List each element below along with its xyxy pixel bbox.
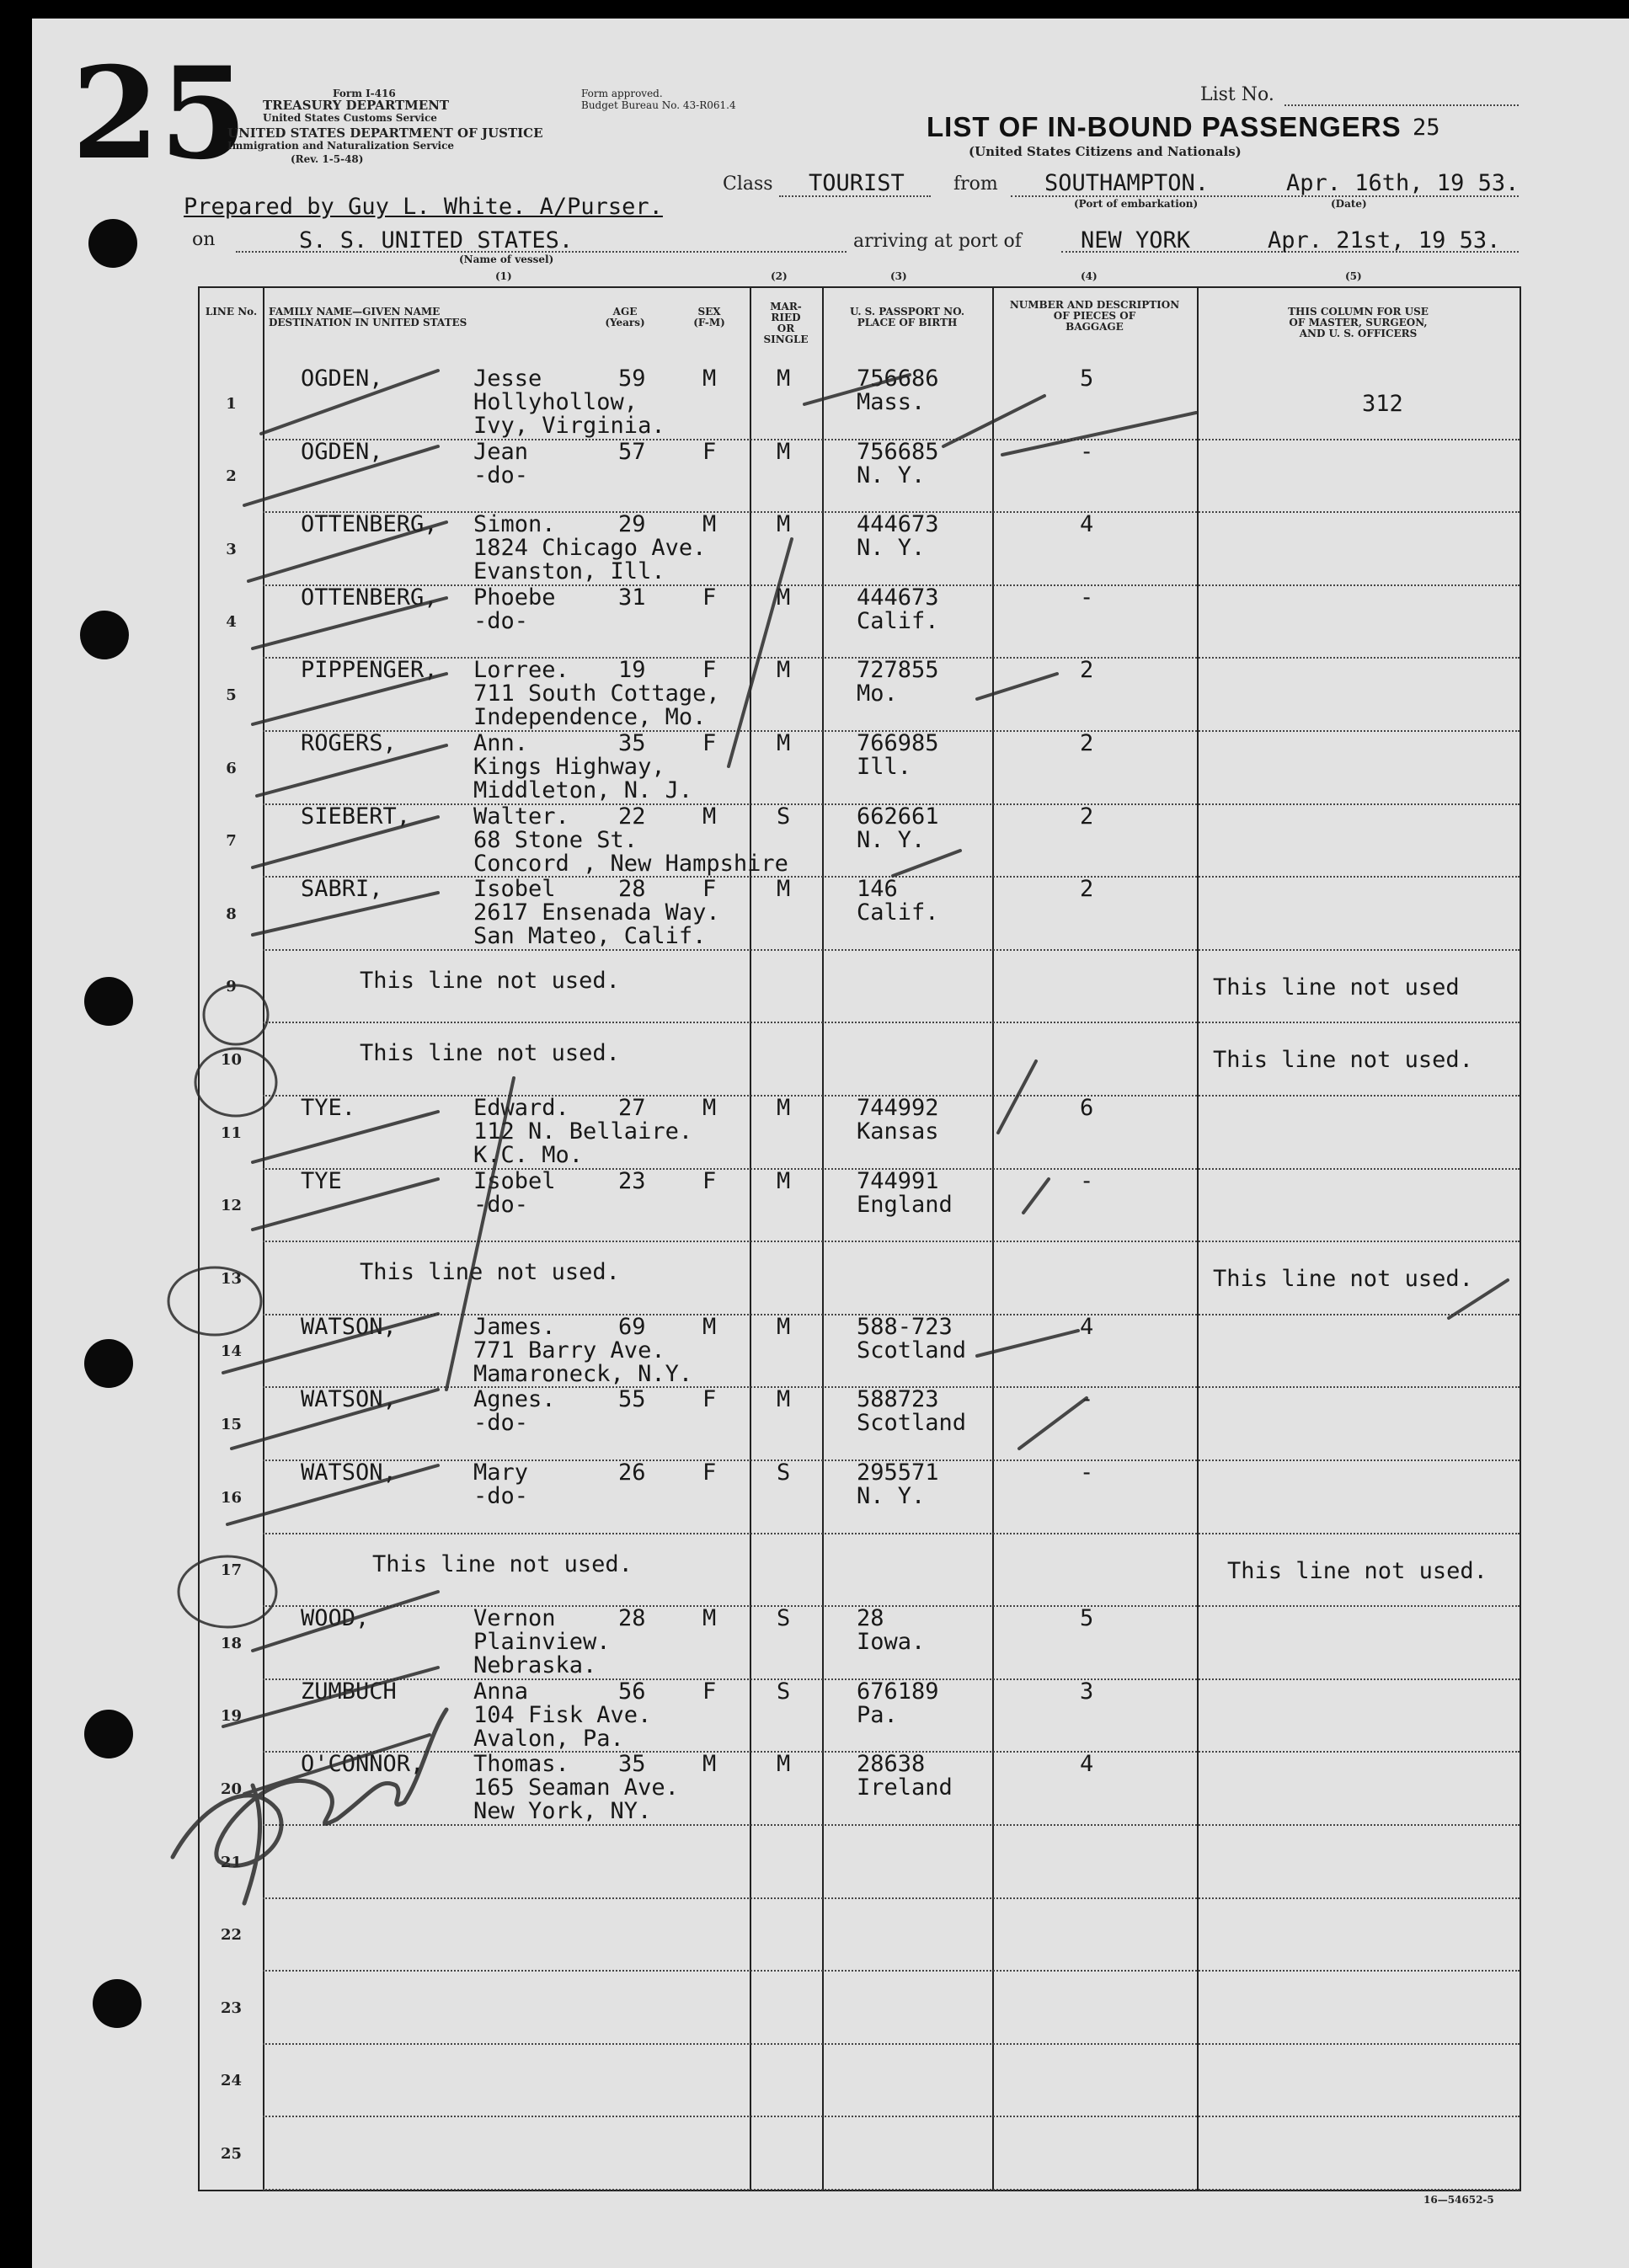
age: 19 bbox=[618, 657, 646, 684]
line-number: 12 bbox=[220, 1197, 243, 1215]
age: 59 bbox=[618, 366, 646, 392]
age: 27 bbox=[618, 1095, 646, 1121]
page-number-stamp: 25 bbox=[72, 40, 248, 188]
not-used-note: This line not used. bbox=[372, 1550, 633, 1577]
baggage-count: - bbox=[1080, 1167, 1094, 1194]
sex: F bbox=[702, 584, 717, 611]
family-name: WATSON, bbox=[301, 1313, 397, 1340]
line-number: 14 bbox=[220, 1342, 243, 1361]
line-number: 9 bbox=[226, 978, 237, 996]
column-number: (1) bbox=[495, 270, 512, 282]
line-number: 10 bbox=[220, 1051, 243, 1069]
age: 23 bbox=[618, 1167, 646, 1194]
justice-dept: UNITED STATES DEPARTMENT OF JUSTICE bbox=[227, 125, 543, 141]
destination-address: New York, NY. bbox=[473, 1798, 652, 1825]
header-married: MAR- RIED OR SINGLE bbox=[763, 301, 809, 345]
family-name: O'CONNOR, bbox=[301, 1751, 425, 1778]
given-name: Edward. bbox=[473, 1095, 569, 1121]
sex: F bbox=[702, 1167, 717, 1194]
header-sex: SEX (F-M) bbox=[693, 306, 725, 328]
list-no-label: List No. bbox=[1200, 84, 1274, 105]
officer-note: This line not used. bbox=[1213, 1266, 1473, 1293]
destination-address: Middleton, N. J. bbox=[473, 777, 693, 803]
family-name: WATSON, bbox=[301, 1386, 397, 1413]
marital-status: S bbox=[777, 1460, 791, 1486]
given-name: Walter. bbox=[473, 803, 569, 830]
marital-status: M bbox=[777, 511, 791, 538]
row-divider bbox=[263, 1824, 1520, 1826]
place-of-birth: Mass. bbox=[857, 389, 926, 415]
place-of-birth: Scotland bbox=[857, 1337, 967, 1363]
header-line-no: LINE No. bbox=[205, 306, 258, 318]
family-name: OGDEN, bbox=[301, 438, 383, 465]
row-divider bbox=[263, 2189, 1520, 2191]
punch-hole-icon bbox=[84, 1710, 133, 1758]
destination-address: Concord , New Hampshire bbox=[473, 850, 788, 877]
destination-address: Hollyhollow, bbox=[473, 389, 638, 415]
header-officers: THIS COLUMN FOR USE OF MASTER, SURGEON, AND U. S. OFFICERS bbox=[1288, 306, 1429, 339]
destination-address: 711 South Cottage, bbox=[473, 680, 720, 707]
baggage-count: - bbox=[1080, 584, 1094, 611]
sex: M bbox=[702, 1313, 717, 1340]
age: 26 bbox=[618, 1460, 646, 1486]
destination-address: K.C. Mo. bbox=[473, 1142, 584, 1168]
row-divider bbox=[263, 1533, 1520, 1534]
marital-status: M bbox=[777, 657, 791, 684]
given-name: Isobel bbox=[473, 1167, 556, 1194]
baggage-count: 2 bbox=[1080, 803, 1094, 830]
footer-code: 16—54652-5 bbox=[1423, 2194, 1494, 2206]
sex: F bbox=[702, 730, 717, 756]
destination-address: 112 N. Bellaire. bbox=[473, 1118, 693, 1145]
age: 57 bbox=[618, 438, 646, 465]
destination-address: San Mateo, Calif. bbox=[473, 923, 707, 950]
line-number: 20 bbox=[220, 1780, 243, 1798]
place-of-birth: Calif. bbox=[857, 607, 939, 634]
marital-status: M bbox=[777, 1313, 791, 1340]
given-name: Jean bbox=[473, 438, 529, 465]
vessel-caption: (Name of vessel) bbox=[459, 253, 554, 265]
row-divider bbox=[263, 1605, 1520, 1607]
sex: M bbox=[702, 1605, 717, 1632]
passport-number: 756686 bbox=[857, 366, 939, 392]
column-number: (4) bbox=[1081, 270, 1098, 282]
destination-address: Kings Highway, bbox=[473, 754, 665, 780]
passport-number: 444673 bbox=[857, 511, 939, 538]
family-name: ROGERS, bbox=[301, 730, 397, 756]
budget-bureau: Budget Bureau No. 43-R061.4 bbox=[581, 99, 736, 111]
line-number: 13 bbox=[220, 1269, 243, 1288]
from-label: from bbox=[953, 173, 998, 195]
baggage-count: 2 bbox=[1080, 876, 1094, 903]
row-divider bbox=[263, 1241, 1520, 1242]
family-name: OTTENBERG, bbox=[301, 511, 438, 538]
sex: M bbox=[702, 1751, 717, 1778]
column-number: (2) bbox=[771, 270, 788, 282]
age: 22 bbox=[618, 803, 646, 830]
port-of-embarkation: SOUTHAMPTON. bbox=[1044, 170, 1210, 196]
line-number: 4 bbox=[226, 613, 237, 632]
baggage-count: 5 bbox=[1080, 1605, 1094, 1632]
vessel-name: S. S. UNITED STATES. bbox=[299, 227, 574, 253]
line-number: 22 bbox=[220, 1926, 243, 1945]
line-number: 7 bbox=[226, 832, 237, 851]
destination-address: Avalon, Pa. bbox=[473, 1725, 624, 1752]
destination-address: Plainview. bbox=[473, 1629, 611, 1656]
punch-hole-icon bbox=[84, 1339, 133, 1388]
list-number: 25 bbox=[1413, 115, 1440, 141]
line-number: 5 bbox=[226, 686, 237, 704]
place-of-birth: Mo. bbox=[857, 680, 898, 707]
passport-number: 756685 bbox=[857, 438, 939, 465]
sex: F bbox=[702, 1460, 717, 1486]
treasury-dept: TREASURY DEPARTMENT bbox=[263, 98, 450, 113]
place-of-birth: N. Y. bbox=[857, 462, 926, 488]
marital-status: S bbox=[777, 1678, 791, 1705]
passport-number: 727855 bbox=[857, 657, 939, 684]
sex: M bbox=[702, 366, 717, 392]
passport-number: 444673 bbox=[857, 584, 939, 611]
line-number: 21 bbox=[220, 1853, 243, 1871]
baggage-count: 5 bbox=[1080, 366, 1094, 392]
destination-address: -do- bbox=[473, 1191, 529, 1218]
family-name: SIEBERT, bbox=[301, 803, 411, 830]
passport-number: 588723 bbox=[857, 1386, 939, 1413]
baggage-count: 2 bbox=[1080, 730, 1094, 756]
line-number: 8 bbox=[226, 905, 237, 923]
given-name: Simon. bbox=[473, 511, 556, 538]
passport-number: 744992 bbox=[857, 1095, 939, 1121]
baggage-count: 2 bbox=[1080, 657, 1094, 684]
marital-status: M bbox=[777, 730, 791, 756]
sex: M bbox=[702, 803, 717, 830]
destination-address: Nebraska. bbox=[473, 1652, 597, 1679]
given-name: Phoebe bbox=[473, 584, 556, 611]
place-of-birth: Kansas bbox=[857, 1118, 939, 1145]
destination-address: -do- bbox=[473, 1410, 529, 1437]
age: 35 bbox=[618, 1751, 646, 1778]
place-of-birth: Ill. bbox=[857, 754, 912, 780]
line-number: 17 bbox=[220, 1561, 243, 1580]
destination-address: Ivy, Virginia. bbox=[473, 413, 665, 439]
not-used-note: This line not used. bbox=[360, 1040, 620, 1067]
passport-number: 766985 bbox=[857, 730, 939, 756]
sailing-date: Apr. 16th, 19 53. bbox=[1286, 170, 1520, 196]
line-number: 15 bbox=[220, 1416, 243, 1433]
header-age: AGE (Years) bbox=[605, 306, 645, 328]
arrival-port: NEW YORK bbox=[1081, 227, 1191, 253]
not-used-note: This line not used. bbox=[360, 1259, 620, 1286]
row-divider bbox=[263, 2043, 1520, 2045]
destination-address: 1824 Chicago Ave. bbox=[473, 535, 707, 562]
family-name: PIPPENGER, bbox=[301, 657, 438, 684]
destination-address: 2617 Ensenada Way. bbox=[473, 899, 720, 926]
form-title: LIST OF IN-BOUND PASSENGERS bbox=[927, 111, 1402, 142]
customs-service: United States Customs Service bbox=[263, 112, 437, 124]
passenger-table bbox=[198, 286, 1521, 2191]
row-divider bbox=[263, 949, 1520, 951]
destination-address: 68 Stone St. bbox=[473, 826, 638, 853]
baggage-count: 4 bbox=[1080, 1751, 1094, 1778]
given-name: Agnes. bbox=[473, 1386, 556, 1413]
passport-number: 662661 bbox=[857, 803, 939, 830]
age: 55 bbox=[618, 1386, 646, 1413]
given-name: Isobel bbox=[473, 876, 556, 903]
passport-number: 295571 bbox=[857, 1460, 939, 1486]
line-number: 25 bbox=[220, 2145, 243, 2163]
line-number: 19 bbox=[220, 1707, 243, 1726]
row-divider bbox=[263, 1897, 1520, 1899]
line-number: 11 bbox=[220, 1123, 243, 1142]
age: 56 bbox=[618, 1678, 646, 1705]
place-of-birth: Ireland bbox=[857, 1774, 953, 1801]
line-number: 23 bbox=[220, 1999, 243, 2017]
marital-status: M bbox=[777, 584, 791, 611]
sex: M bbox=[702, 511, 717, 538]
age: 28 bbox=[618, 1605, 646, 1632]
marital-status: M bbox=[777, 876, 791, 903]
row-divider bbox=[263, 2116, 1520, 2117]
marital-status: M bbox=[777, 1386, 791, 1413]
place-of-birth: N. Y. bbox=[857, 826, 926, 853]
destination-address: 165 Seaman Ave. bbox=[473, 1774, 679, 1801]
line-number: 6 bbox=[226, 759, 237, 777]
given-name: Ann. bbox=[473, 730, 529, 756]
family-name: TYE. bbox=[301, 1095, 356, 1121]
officer-note: This line not used bbox=[1213, 974, 1460, 1001]
destination-address: Mamaroneck, N.Y. bbox=[473, 1360, 693, 1387]
baggage-count: 6 bbox=[1080, 1095, 1094, 1121]
class-value: TOURIST bbox=[809, 170, 905, 196]
given-name: James. bbox=[473, 1313, 556, 1340]
port-caption: (Port of embarkation) bbox=[1074, 198, 1199, 210]
marital-status: S bbox=[777, 1605, 791, 1632]
family-name: SABRI, bbox=[301, 876, 383, 903]
header-baggage: NUMBER AND DESCRIPTION OF PIECES OF BAGGAGE bbox=[1009, 299, 1180, 333]
baggage-count: - bbox=[1080, 438, 1094, 465]
date-caption: (Date) bbox=[1331, 198, 1367, 210]
age: 29 bbox=[618, 511, 646, 538]
family-name: ZUMBUCH bbox=[301, 1678, 397, 1705]
sex: F bbox=[702, 1386, 717, 1413]
family-name: WOOD, bbox=[301, 1605, 370, 1632]
destination-address: -do- bbox=[473, 1483, 529, 1509]
passport-number: 744991 bbox=[857, 1167, 939, 1194]
column-number: (3) bbox=[890, 270, 907, 282]
family-name: OTTENBERG, bbox=[301, 584, 438, 611]
marital-status: S bbox=[777, 803, 791, 830]
family-name: OGDEN, bbox=[301, 366, 383, 392]
header-passport: U. S. PASSPORT NO. PLACE OF BIRTH bbox=[849, 306, 965, 328]
passport-number: 146 bbox=[857, 876, 898, 903]
age: 31 bbox=[618, 584, 646, 611]
destination-address: Evanston, Ill. bbox=[473, 558, 665, 585]
place-of-birth: Pa. bbox=[857, 1701, 898, 1728]
given-name: Mary bbox=[473, 1460, 529, 1486]
prepared-by: Prepared by Guy L. White. A/Purser. bbox=[184, 194, 663, 220]
punch-hole-icon bbox=[93, 1979, 142, 2028]
age: 69 bbox=[618, 1313, 646, 1340]
arriving-label: arriving at port of bbox=[853, 231, 1022, 252]
not-used-note: This line not used. bbox=[360, 967, 620, 994]
officer-note: This line not used. bbox=[1213, 1047, 1473, 1074]
row-divider bbox=[263, 1970, 1520, 1972]
place-of-birth: Iowa. bbox=[857, 1629, 926, 1656]
destination-address: 104 Fisk Ave. bbox=[473, 1701, 652, 1728]
given-name: Anna bbox=[473, 1678, 529, 1705]
sex: F bbox=[702, 657, 717, 684]
passport-number: 676189 bbox=[857, 1678, 939, 1705]
baggage-count: - bbox=[1080, 1460, 1094, 1486]
baggage-count: - bbox=[1080, 1386, 1094, 1413]
row-divider bbox=[263, 1022, 1520, 1023]
destination-address: Independence, Mo. bbox=[473, 704, 707, 731]
baggage-count: 4 bbox=[1080, 1313, 1094, 1340]
marital-status: M bbox=[777, 1095, 791, 1121]
marital-status: M bbox=[777, 1167, 791, 1194]
marital-status: M bbox=[777, 1751, 791, 1778]
on-label: on bbox=[192, 229, 216, 250]
family-name: TYE bbox=[301, 1167, 342, 1194]
line-number: 1 bbox=[226, 394, 237, 413]
line-number: 24 bbox=[220, 2072, 243, 2090]
place-of-birth: England bbox=[857, 1191, 953, 1218]
line-number: 18 bbox=[220, 1634, 243, 1652]
column-number: (5) bbox=[1345, 270, 1362, 282]
passport-number: 28638 bbox=[857, 1751, 926, 1778]
place-of-birth: N. Y. bbox=[857, 1483, 926, 1509]
punch-hole-icon bbox=[84, 977, 133, 1026]
line-number: 3 bbox=[226, 540, 237, 558]
punch-hole-icon bbox=[88, 219, 137, 268]
arrival-date: Apr. 21st, 19 53. bbox=[1268, 227, 1501, 253]
ins-service: Immigration and Naturalization Service bbox=[227, 140, 455, 152]
passport-number: 588-723 bbox=[857, 1313, 953, 1340]
form-number: Form I-416 bbox=[333, 88, 396, 99]
age: 35 bbox=[618, 730, 646, 756]
form-revision: (Rev. 1-5-48) bbox=[291, 153, 364, 165]
given-name: Jesse bbox=[473, 366, 542, 392]
destination-address: -do- bbox=[473, 607, 529, 634]
line-number: 2 bbox=[226, 467, 237, 486]
given-name: Lorree. bbox=[473, 657, 569, 684]
form-subtitle: (United States Citizens and Nationals) bbox=[969, 144, 1242, 159]
passport-number: 28 bbox=[857, 1605, 884, 1632]
form-approved: Form approved. bbox=[581, 88, 663, 99]
marital-status: M bbox=[777, 366, 791, 392]
place-of-birth: N. Y. bbox=[857, 535, 926, 562]
baggage-count: 4 bbox=[1080, 511, 1094, 538]
place-of-birth: Calif. bbox=[857, 899, 939, 926]
marital-status: M bbox=[777, 438, 791, 465]
line-number: 16 bbox=[220, 1488, 243, 1507]
family-name: WATSON, bbox=[301, 1460, 397, 1486]
officer-note: 312 bbox=[1362, 391, 1403, 417]
place-of-birth: Scotland bbox=[857, 1410, 967, 1437]
officer-note: This line not used. bbox=[1227, 1557, 1487, 1584]
given-name: Vernon bbox=[473, 1605, 556, 1632]
header-name: FAMILY NAME—GIVEN NAME DESTINATION IN UNITED STATES bbox=[269, 306, 467, 328]
sex: F bbox=[702, 876, 717, 903]
destination-address: -do- bbox=[473, 462, 529, 488]
sex: M bbox=[702, 1095, 717, 1121]
sex: F bbox=[702, 438, 717, 465]
destination-address: 771 Barry Ave. bbox=[473, 1337, 665, 1363]
sex: F bbox=[702, 1678, 717, 1705]
baggage-count: 3 bbox=[1080, 1678, 1094, 1705]
given-name: Thomas. bbox=[473, 1751, 569, 1778]
age: 28 bbox=[618, 876, 646, 903]
class-label: Class bbox=[723, 173, 773, 195]
punch-hole-icon bbox=[80, 611, 129, 659]
